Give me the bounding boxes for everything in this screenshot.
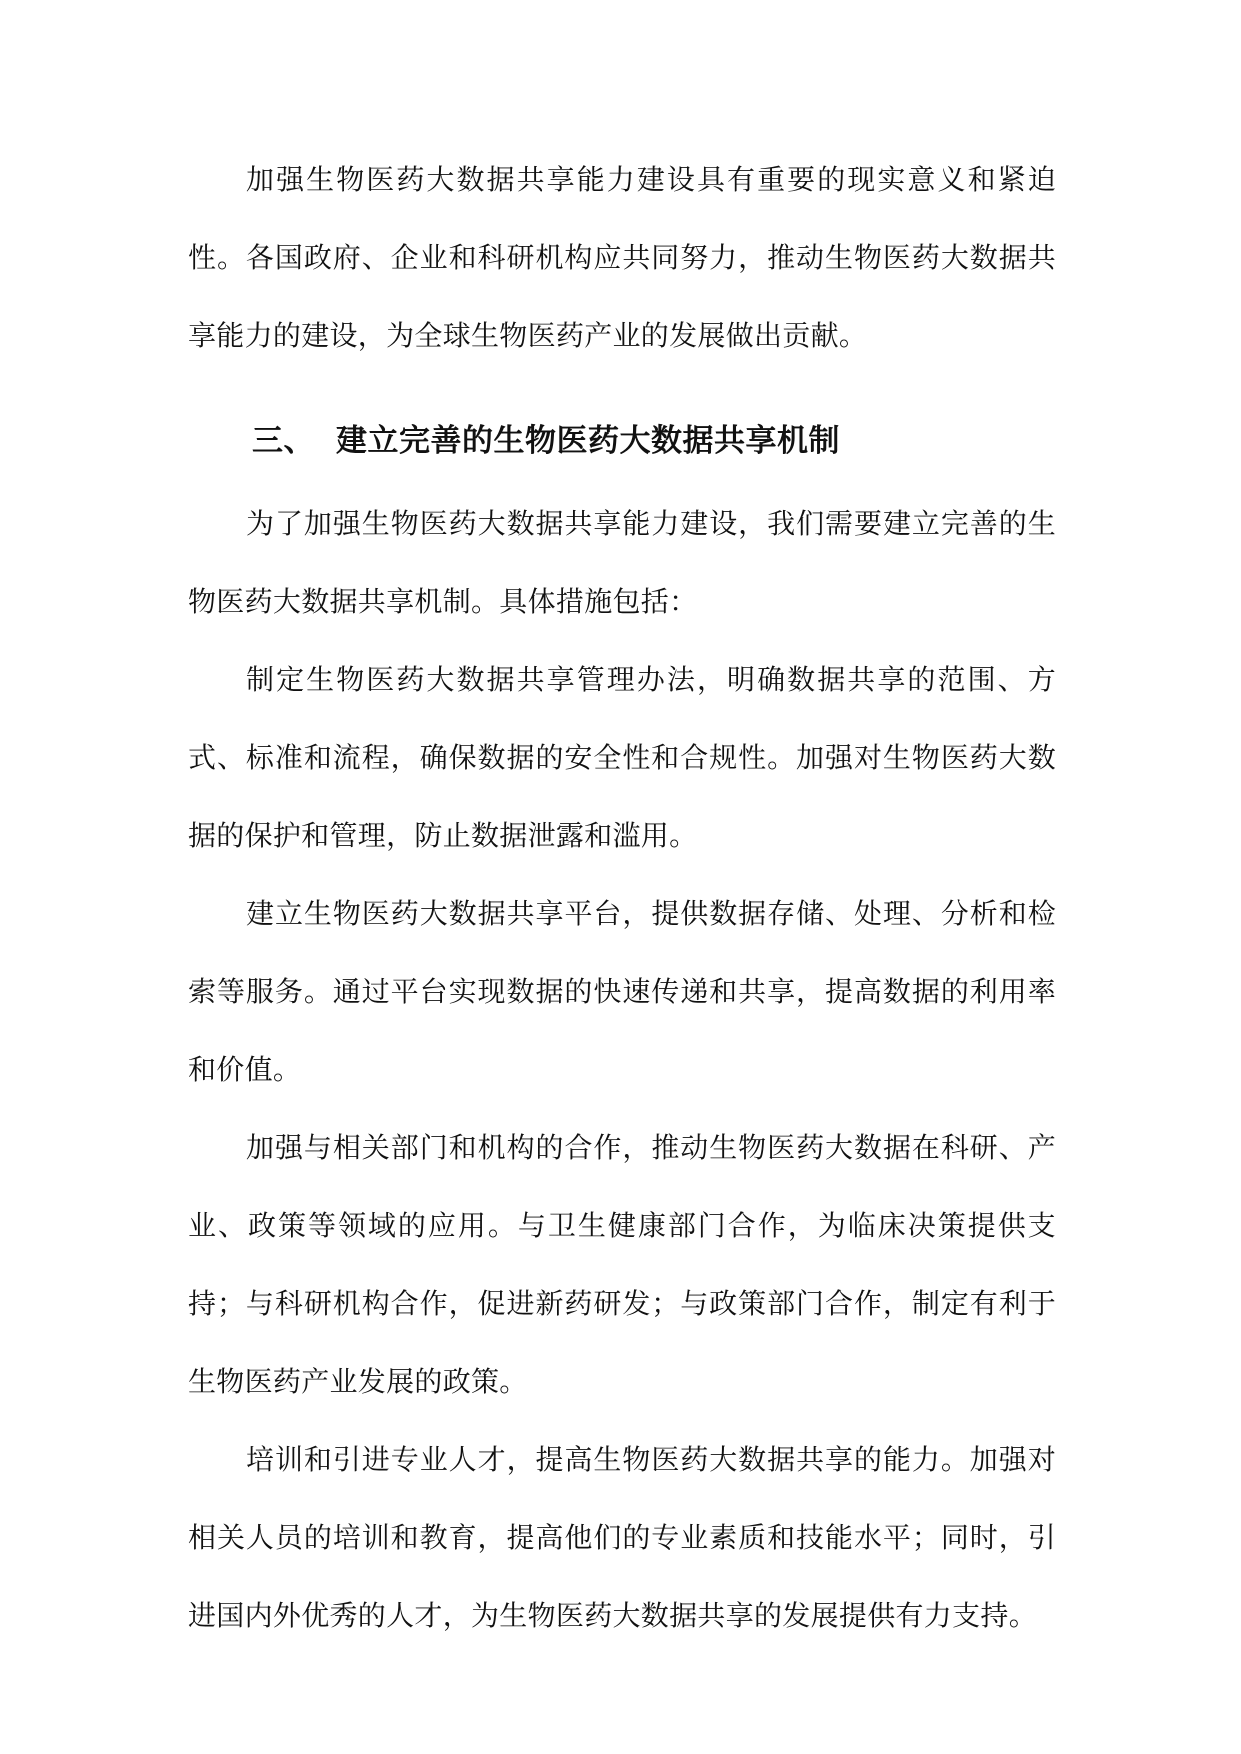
body-paragraph-2: 制定生物医药大数据共享管理办法，明确数据共享的范围、方式、标准和流程，确保数据的安全性和合规性。加强对生物医药大数据的保护和管理，防止数据泄露和滥用。: [188, 663, 1056, 852]
section-title: 建立完善的生物医药大数据共享机制: [336, 423, 840, 459]
intro-paragraph: 加强生物医药大数据共享能力建设具有重要的现实意义和紧迫性。各国政府、企业和科研机构应共同努力，推动生物医药大数据共享能力的建设，为全球生物医药产业的发展做出贡献。: [188, 163, 1056, 352]
body-paragraph-3: 建立生物医药大数据共享平台，提供数据存储、处理、分析和检索等服务。通过平台实现数据的快速传递和共享，提高数据的利用率和价值。: [188, 897, 1056, 1086]
body-paragraph-4: 加强与相关部门和机构的合作，推动生物医药大数据在科研、产业、政策等领域的应用。与卫生健康部门合作，为临床决策提供支持；与科研机构合作，促进新药研发；与政策部门合作，制定有利于生物医药产业发展的政策。: [188, 1131, 1056, 1398]
body-paragraph-5: 培训和引进专业人才，提高生物医药大数据共享的能力。加强对相关人员的培训和教育，提高他们的专业素质和技能水平；同时，引进国内外优秀的人才，为生物医药大数据共享的发展提供有力支持。: [188, 1443, 1056, 1632]
document-body: [188, 141, 1056, 1655]
section-number: 三、: [252, 423, 315, 459]
section-heading: [188, 403, 1056, 479]
body-paragraph-1: 为了加强生物医药大数据共享能力建设，我们需要建立完善的生物医药大数据共享机制。具体措施包括：: [188, 507, 1056, 618]
